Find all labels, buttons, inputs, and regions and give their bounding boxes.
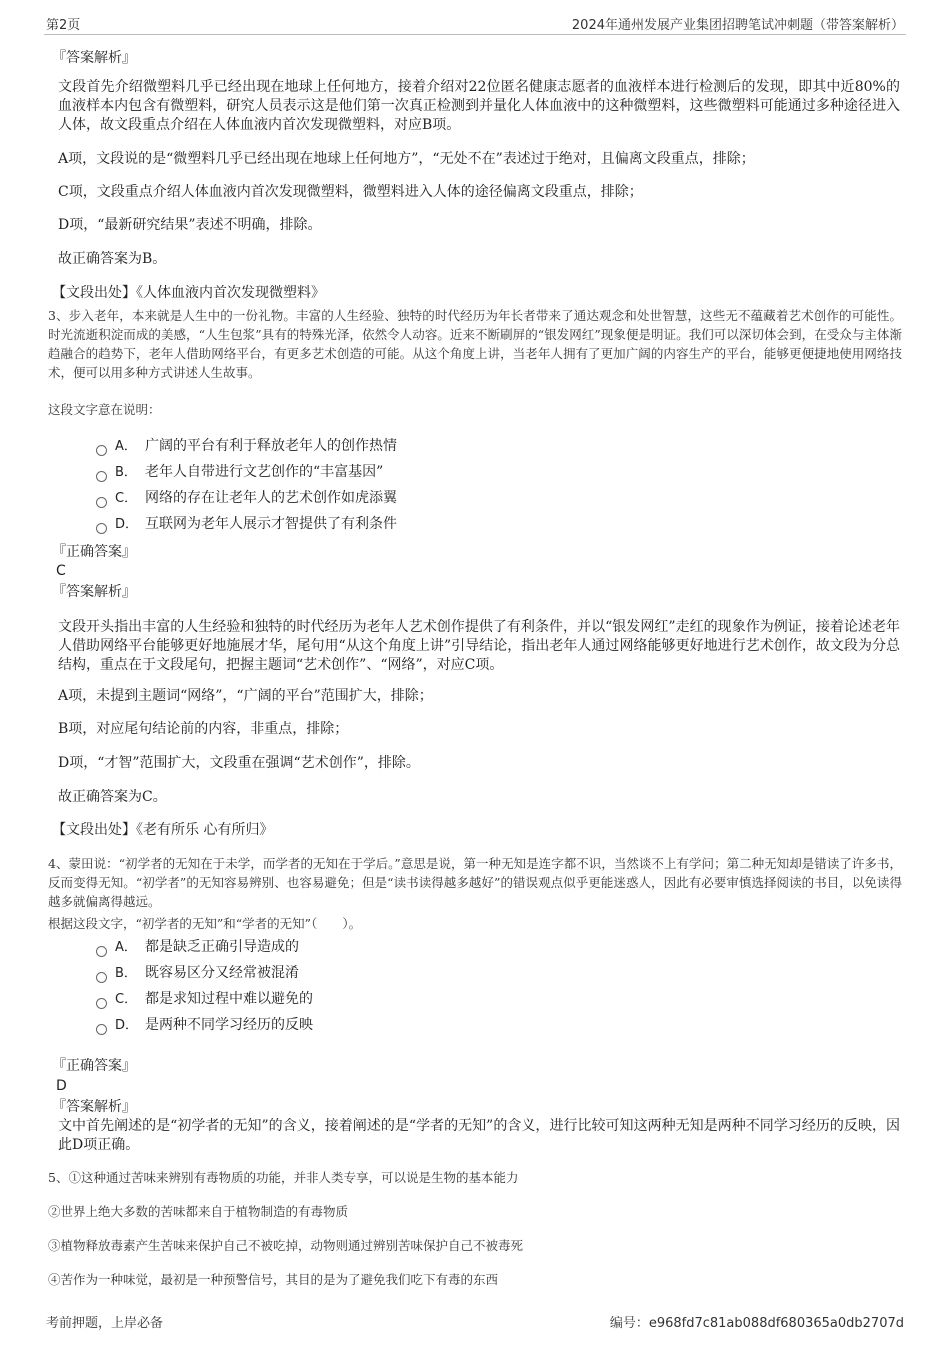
radio-icon[interactable]: [96, 471, 107, 482]
q3-option-c[interactable]: [96, 488, 397, 509]
option-text: 网络的存在让老年人的艺术创作如虎添翼: [145, 490, 397, 506]
q4-stem: 4、蒙田说：“初学者的无知在于未学，而学者的无知在于学后。”意思是说，第一种无知是连字都不识，当然谈不上有学问；第二种无知却是错读了许多书，反而变得无知。“初学者”的无知容易辨别、也容易避免；但是“读书读得越多越好”的错误观点似乎更能迷惑人，因此有必要审慎选择阅读的书目，以免读得越多就偏离得越远。: [48, 856, 902, 909]
q4-option-c[interactable]: [96, 989, 313, 1010]
option-key: D．: [115, 517, 139, 532]
option-key: A．: [115, 439, 137, 454]
option-key: D．: [115, 1018, 139, 1033]
q2-analysis-label: 『答案解析』: [52, 50, 136, 66]
radio-icon[interactable]: [96, 1024, 107, 1035]
q5-sentence-1: 5、①这种通过苦味来辨别有毒物质的功能，并非人类专享，可以说是生物的基本能力: [48, 1170, 519, 1185]
option-text: 都是求知过程中难以避免的: [145, 991, 313, 1007]
option-text: 老年人自带进行文艺创作的“丰富基因”: [145, 464, 384, 480]
radio-icon[interactable]: [96, 998, 107, 1009]
q3-note-a: A项，未提到主题词“网络”，“广阔的平台”范围扩大，排除；: [58, 688, 433, 704]
footer-motto: 考前押题，上岸必备: [46, 1316, 164, 1331]
q2-source: 【文段出处】《人体血液内首次发现微塑料》: [52, 285, 325, 301]
option-key: B．: [115, 966, 137, 981]
q3-note-b: B项，对应尾句结论前的内容，非重点，排除；: [58, 721, 349, 737]
option-key: B．: [115, 465, 137, 480]
radio-icon[interactable]: [96, 497, 107, 508]
q3-option-b[interactable]: [96, 462, 383, 483]
q4-answer: D: [56, 1078, 67, 1094]
option-key: C．: [115, 491, 138, 506]
q3-conclusion: 故正确答案为C。: [58, 789, 167, 805]
q3-answer: C: [56, 563, 66, 579]
option-text: 既容易区分又经常被混淆: [145, 965, 299, 981]
q4-answer-label: 『正确答案』: [52, 1058, 136, 1074]
q3-option-a[interactable]: [96, 436, 397, 457]
page-number: 第2页: [46, 18, 81, 33]
option-text: 是两种不同学习经历的反映: [145, 1017, 313, 1033]
q4-option-a[interactable]: [96, 937, 299, 958]
q2-analysis: 文段首先介绍微塑料几乎已经出现在地球上任何地方，接着介绍对22位匿名健康志愿者的血液样本进行检测后的发现，即其中近80%的血液样本内包含有微塑料，研究人员表示这是他们第一次真正检测到并量化人体血液中的这种微塑料，这些微塑料可能通过多种途径进入人体，故文段重点介绍在人体血液内首次发现微塑料，对应B项。: [58, 79, 900, 133]
option-text: 都是缺乏正确引导造成的: [145, 939, 299, 955]
q4-analysis-label: 『答案解析』: [52, 1099, 136, 1115]
option-key: C．: [115, 992, 138, 1007]
q3-stem: 3、步入老年，本来就是人生中的一份礼物。丰富的人生经验、独特的时代经历为年长者带来了通达观念和处世智慧，这些无不蕴藏着艺术创作的可能性。时光流逝积淀而成的美感，“人生包浆”具有的特殊光泽，依然令人动容。近来不断刷屏的“银发网红”现象便是明证。我们可以深切体会到，在受众与主体渐趋融合的趋势下，老年人借助网络平台，有更多艺术创造的可能。从这个角度上讲，当老年人拥有了更加广阔的内容生产的平台，能够更便捷地使用网络技术，便可以用多种方式讲述人生故事。: [48, 308, 902, 380]
option-key: A．: [115, 940, 137, 955]
q3-answer-label: 『正确答案』: [52, 544, 136, 560]
q2-note-a: A项，文段说的是“微塑料几乎已经出现在地球上任何地方”，“无处不在”表述过于绝对，且偏离文段重点，排除；: [58, 151, 755, 167]
radio-icon[interactable]: [96, 445, 107, 456]
q5-sentence-2: ②世界上绝大多数的苦味都来自于植物制造的有毒物质: [48, 1204, 349, 1219]
q4-option-d[interactable]: [96, 1015, 313, 1036]
q3-note-d: D项，“才智”范围扩大，文段重在强调“艺术创作”，排除。: [58, 755, 420, 771]
footer-serial: 编号：e968fd7c81ab088df680365a0db2707d: [609, 1316, 904, 1331]
q4-question: 根据这段文字，“初学者的无知”和“学者的无知”（ ）。: [48, 916, 362, 931]
q5-sentence-4: ④苦作为一种味觉，最初是一种预警信号，其目的是为了避免我们吃下有毒的东西: [48, 1272, 499, 1287]
q3-question: 这段文字意在说明：: [48, 402, 161, 417]
q2-conclusion: 故正确答案为B。: [58, 251, 167, 267]
radio-icon[interactable]: [96, 946, 107, 957]
document-title: 2024年通州发展产业集团招聘笔试冲刺题（带答案解析）: [571, 18, 904, 33]
q4-analysis: 文中首先阐述的是“初学者的无知”的含义，接着阐述的是“学者的无知”的含义，进行比较可知这两种无知是两种不同学习经历的反映，因此D项正确。: [58, 1118, 900, 1153]
q5-sentence-3: ③植物释放毒素产生苦味来保护自己不被吃掉，动物则通过辨别苦味保护自己不被毒死: [48, 1238, 524, 1253]
q4-option-b[interactable]: [96, 963, 299, 984]
radio-icon[interactable]: [96, 972, 107, 983]
q3-source: 【文段出处】《老有所乐 心有所归》: [52, 822, 274, 838]
radio-icon[interactable]: [96, 523, 107, 534]
option-text: 广阔的平台有利于释放老年人的创作热情: [145, 438, 397, 454]
q3-analysis-label: 『答案解析』: [52, 584, 136, 600]
page-footer: [44, 1312, 906, 1332]
q2-note-d: D项，“最新研究结果”表述不明确，排除。: [58, 217, 322, 233]
q3-analysis: 文段开头指出丰富的人生经验和独特的时代经历为老年人艺术创作提供了有利条件，并以“银发网红”走红的现象作为例证，接着论述老年人借助网络平台能够更好地施展才华，尾句用“从这个角度上讲”引导结论，指出老年人通过网络能够更好地进行艺术创作，故文段为分总结构，重点在于文段尾句，把握主题词“艺术创作”、“网络”，对应C项。: [58, 619, 900, 673]
q2-note-c: C项，文段重点介绍人体血液内首次发现微塑料，微塑料进入人体的途径偏离文段重点，排除；: [58, 184, 643, 200]
option-text: 互联网为老年人展示才智提供了有利条件: [145, 516, 397, 532]
q3-option-d[interactable]: [96, 514, 397, 535]
page-header: [44, 14, 906, 35]
